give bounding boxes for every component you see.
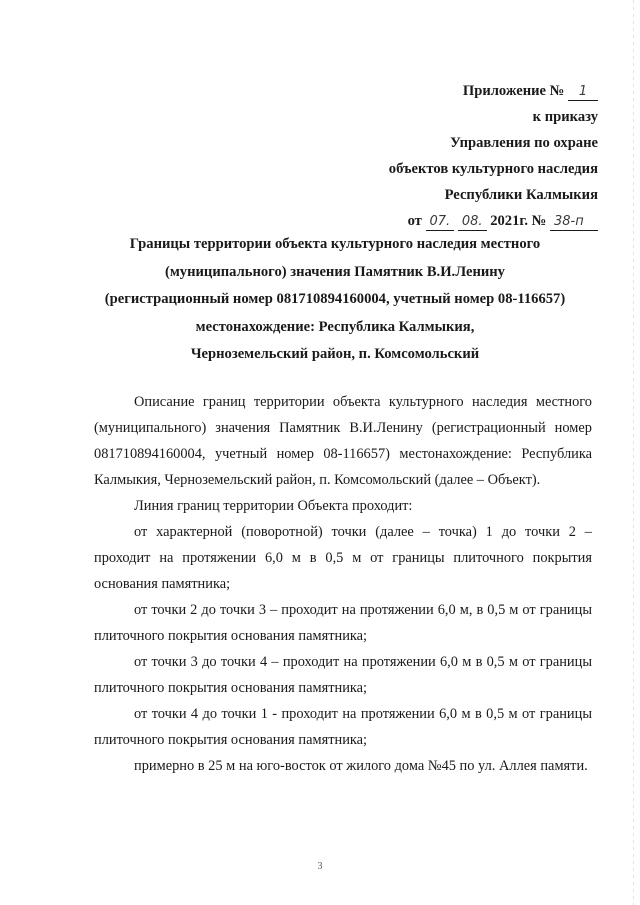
date-year: 2021г. №	[490, 213, 547, 229]
date-prefix: от	[407, 213, 422, 229]
appendix-header	[298, 78, 598, 234]
title-line-1: Границы территории объекта культурного наследия местного	[129, 236, 541, 252]
paragraph-point-3-4: от точки 3 до точки 4 – проходит на протяжении 6,0 м в 0,5 м от границы плиточного покрытия основания памятника;	[94, 654, 592, 696]
scan-edge-artifact	[633, 0, 634, 905]
title-line-4: местонахождение: Республика Калмыкия,	[195, 318, 475, 335]
date-day-handwritten: 07.	[426, 214, 455, 231]
title-line-5: Черноземельский район, п. Комсомольский	[190, 346, 480, 362]
order-number-handwritten: 38-п	[550, 214, 598, 231]
title-line-3: (регистрационный номер 081710894160004, учетный номер 08-116657)	[104, 291, 566, 307]
to-order-line: к приказу	[532, 109, 598, 125]
appendix-label: Приложение №	[462, 83, 565, 99]
paragraph-boundary-intro: Линия границ территории Объекта проходит:	[134, 498, 413, 514]
page-number: 3	[317, 861, 323, 872]
paragraph-description: Описание границ территории объекта культурного наследия местного (муниципального) значения Памятник В.И.Ленину (регистрационный номер 081710894160004, учетный номер 08-116657) местонахождение: Республика Калмыкия, Черноземельский район, п. Комсомольский (далее – Объект).	[94, 394, 592, 488]
department-line-3: Республики Калмыкия	[444, 187, 598, 203]
title-line-2: (муниципального) значения Памятник В.И.Ленину	[165, 263, 505, 280]
paragraph-point-2-3: от точки 2 до точки 3 – проходит на протяжении 6,0 м, в 0,5 м от границы плиточного покрытия основания памятника;	[94, 602, 592, 644]
paragraph-location: примерно в 25 м на юго-восток от жилого дома №45 по ул. Аллея памяти.	[134, 758, 588, 774]
date-month-handwritten: 08.	[458, 214, 487, 231]
appendix-line	[298, 78, 598, 104]
department-line-1: Управления по охране	[450, 135, 598, 151]
document-title	[60, 231, 610, 369]
paragraph-point-1-2: от характерной (поворотной) точки (далее – точка) 1 до точки 2 – проходит на протяжении 6,0 м в 0,5 м от границы плиточного покрытия основания памятника;	[94, 524, 592, 592]
document-body	[94, 389, 592, 779]
appendix-number-handwritten: 1	[568, 84, 598, 101]
paragraph-point-4-1: от точки 4 до точки 1 - проходит на протяжении 6,0 м в 0,5 м от границы плиточного покрытия основания памятника;	[94, 706, 592, 748]
department-line-2: объектов культурного наследия	[388, 161, 598, 177]
